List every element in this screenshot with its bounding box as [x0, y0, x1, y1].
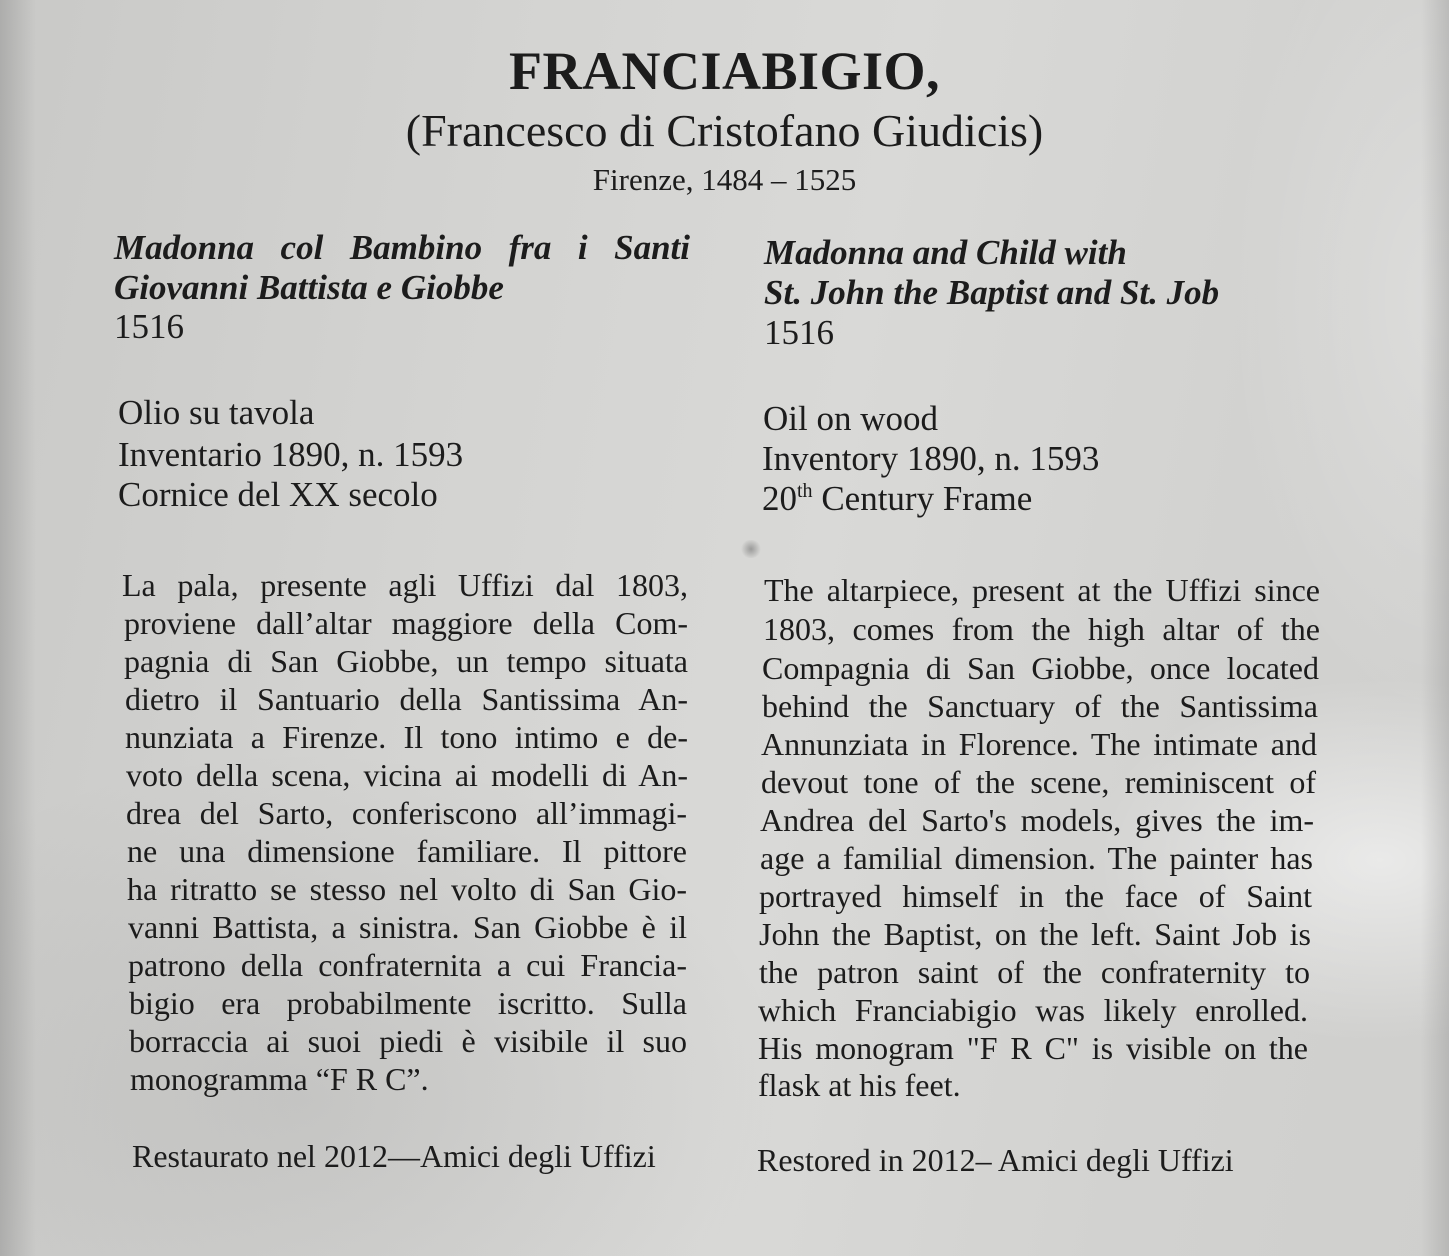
english-medium: Oil on wood [763, 399, 938, 438]
italian-title-line-2: Giovanni Battista e Giobbe [114, 268, 504, 307]
english-body-line: behind the Sanctuary of the Santissima [762, 688, 1318, 724]
english-year: 1516 [764, 313, 834, 352]
english-title-line-1: Madonna and Child with [764, 233, 1127, 272]
english-body-line: age a familial dimension. The painter has [760, 840, 1313, 876]
english-body-line: the patron saint of the confraternity to [759, 954, 1310, 990]
english-frame-text: Century Frame [812, 479, 1033, 518]
italian-inventory: Inventario 1890, n. 1593 [118, 435, 464, 474]
italian-body-line: ne una dimensione familiare. Il pittore [127, 833, 687, 869]
italian-body-line: proviene dall’altar maggiore della Com- [124, 605, 688, 641]
italian-body-line: ha ritratto se stesso nel volto di San Gio- [127, 871, 687, 907]
italian-body-line: pagnia di San Giobbe, un tempo situata [124, 643, 688, 679]
italian-body-line: voto della scena, vicina ai modelli di An- [126, 757, 688, 793]
italian-body-line: nunziata a Firenze. Il tono intimo e de- [125, 719, 688, 755]
english-body-line: Andrea del Sarto's models, gives the im- [760, 802, 1314, 838]
english-restoration-credit: Restored in 2012– Amici degli Uffizi [757, 1142, 1234, 1178]
surface-speck [740, 540, 762, 558]
italian-body-line: dietro il Santuario della Santissima An- [125, 681, 688, 717]
italian-body-line: patrono della confraternita a cui Francia- [128, 947, 687, 983]
english-body-line: The altarpiece, present at the Uffizi since [764, 572, 1320, 608]
english-body-line: flask at his feet. [758, 1067, 961, 1103]
english-body-line: Compagnia di San Giobbe, once located [762, 650, 1319, 686]
artist-full-name: (Francesco di Cristofano Giudicis) [405, 105, 1044, 156]
english-inventory: Inventory 1890, n. 1593 [762, 439, 1100, 478]
italian-frame: Cornice del XX secolo [118, 475, 438, 514]
italian-title-line-1: Madonna col Bambino fra i Santi [114, 228, 690, 267]
italian-body-line: vanni Battista, a sinistra. San Giobbe è il [128, 909, 687, 945]
english-frame-ordinal-suffix: th [797, 480, 813, 502]
english-body-line: which Franciabigio was likely enrolled. [758, 992, 1308, 1028]
english-body-line: John the Baptist, on the left. Saint Job is [759, 916, 1311, 952]
italian-body-line: bigio era probabilmente iscritto. Sulla [129, 985, 687, 1021]
italian-body-line: monogramma “F R C”. [130, 1061, 429, 1097]
italian-body-line: La pala, presente agli Uffizi dal 1803, [122, 567, 688, 603]
artist-name: FRANCIABIGIO, [508, 41, 941, 101]
english-body-line: devout tone of the scene, reminiscent of [761, 764, 1316, 800]
english-body-line: His monogram "F R C" is visible on the [758, 1030, 1308, 1066]
english-title-line-2: St. John the Baptist and St. Job [764, 273, 1220, 312]
english-frame [762, 479, 1032, 519]
artist-place-dates: Firenze, 1484 – 1525 [592, 162, 857, 197]
english-body-line: 1803, comes from the high altar of the [763, 611, 1320, 647]
english-frame-number: 20 [762, 479, 797, 518]
italian-medium: Olio su tavola [118, 393, 315, 432]
english-body-line: Annunziata in Florence. The intimate and [761, 726, 1317, 762]
italian-year: 1516 [114, 307, 184, 346]
italian-body-line: borraccia ai suoi piedi è visibile il suo [129, 1023, 687, 1059]
italian-restoration-credit: Restaurato nel 2012—Amici degli Uffizi [132, 1138, 656, 1174]
english-body-line: portrayed himself in the face of Saint [759, 878, 1312, 914]
italian-body-line: drea del Sarto, conferiscono all’immagi- [126, 795, 687, 831]
